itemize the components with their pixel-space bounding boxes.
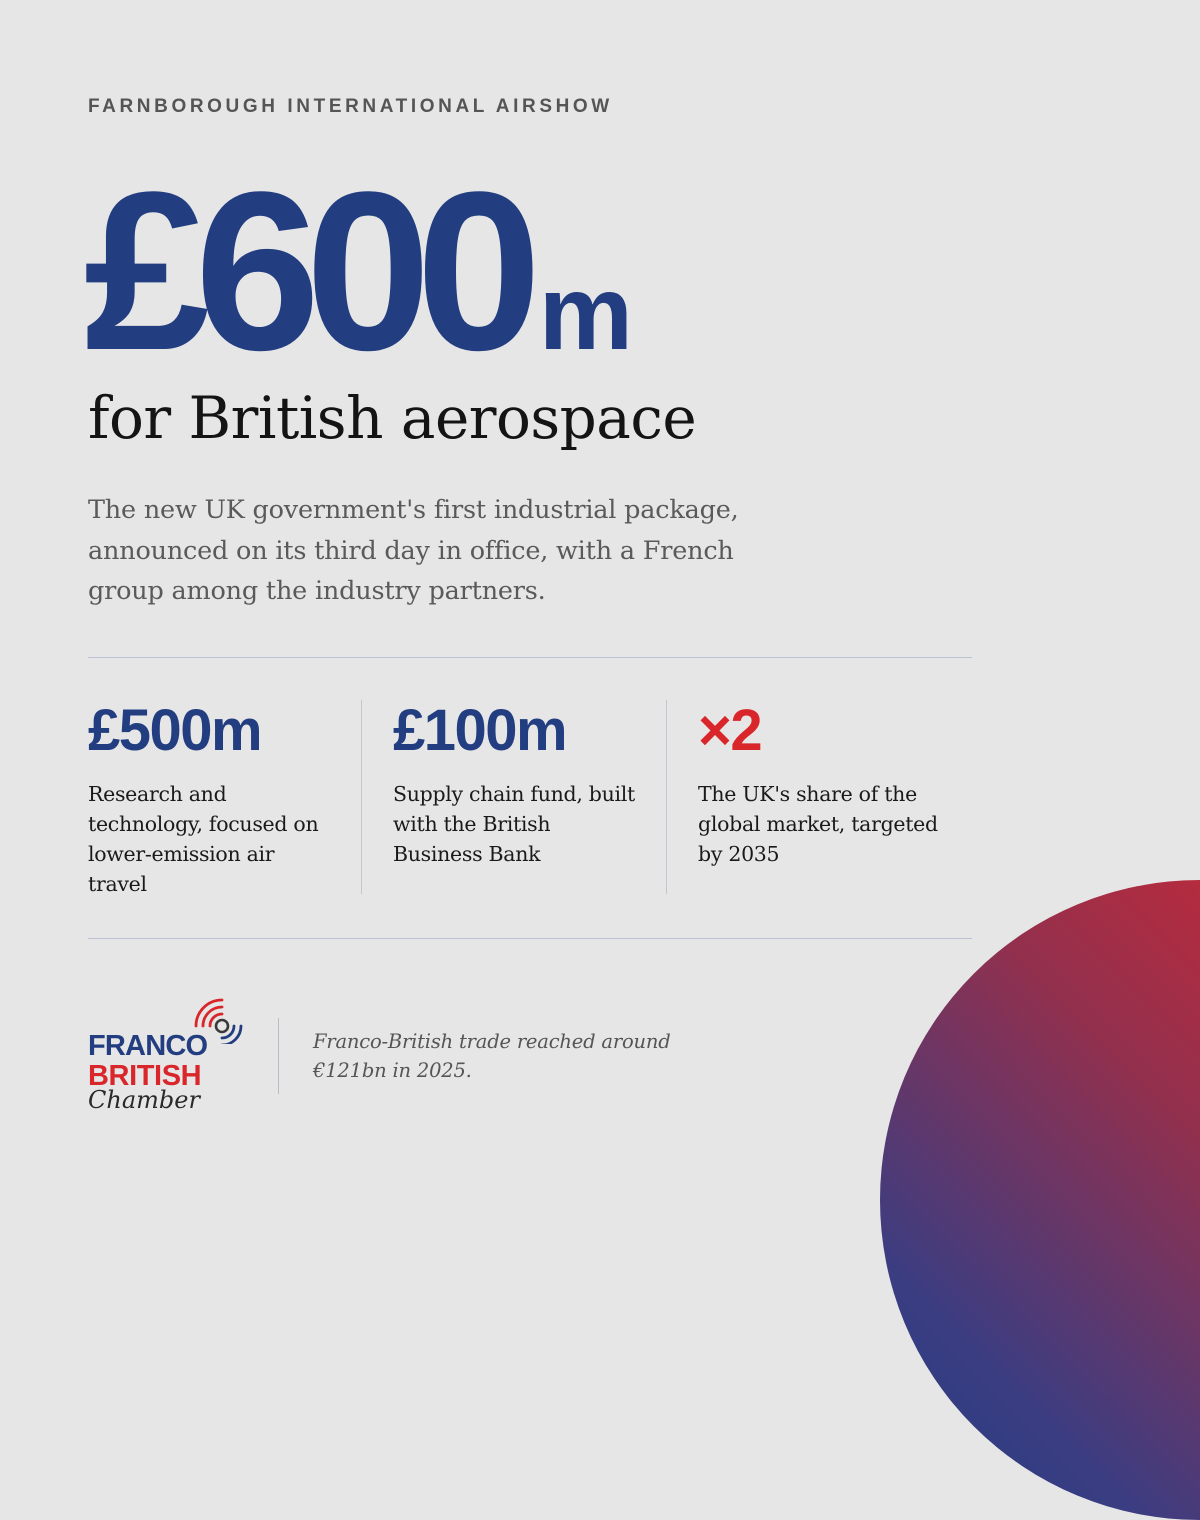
stats-row bbox=[88, 700, 972, 894]
stat-market-share bbox=[666, 700, 972, 894]
decorative-gradient-circle bbox=[880, 880, 1200, 1520]
stat-value: ×2 bbox=[698, 698, 762, 763]
hero-figure bbox=[84, 144, 632, 397]
bottom-divider bbox=[88, 938, 972, 939]
footer-divider bbox=[278, 1018, 279, 1094]
lede-paragraph: The new UK government's first industrial package, announced on its third day in office, with a French group among the industry partners. bbox=[88, 495, 739, 606]
stat-value: £100m bbox=[393, 698, 567, 763]
stat-research bbox=[88, 700, 361, 894]
event-eyebrow: FARNBOROUGH INTERNATIONAL AIRSHOW bbox=[88, 96, 613, 117]
logo-word-franco: FRANCO bbox=[88, 1030, 208, 1062]
top-divider bbox=[88, 657, 972, 658]
hero-amount: £600 bbox=[84, 144, 527, 397]
logo-word-chamber: Chamber bbox=[88, 1086, 200, 1114]
hero-unit: m bbox=[538, 254, 632, 372]
footer-note: Franco-British trade reached around €121bn in 2025. bbox=[313, 1030, 671, 1082]
stat-supply-chain bbox=[361, 700, 666, 894]
stat-description: Supply chain fund, built with the British Business Bank bbox=[393, 782, 635, 866]
stat-description: The UK's share of the global market, targeted by 2035 bbox=[698, 782, 938, 866]
stat-description: Research and technology, focused on lower-emission air travel bbox=[88, 782, 319, 896]
franco-british-chamber-logo bbox=[88, 996, 258, 1116]
stat-value: £500m bbox=[88, 698, 262, 763]
hero-subhead: for British aerospace bbox=[88, 384, 697, 452]
logo-word-british: BRITISH bbox=[88, 1060, 202, 1092]
